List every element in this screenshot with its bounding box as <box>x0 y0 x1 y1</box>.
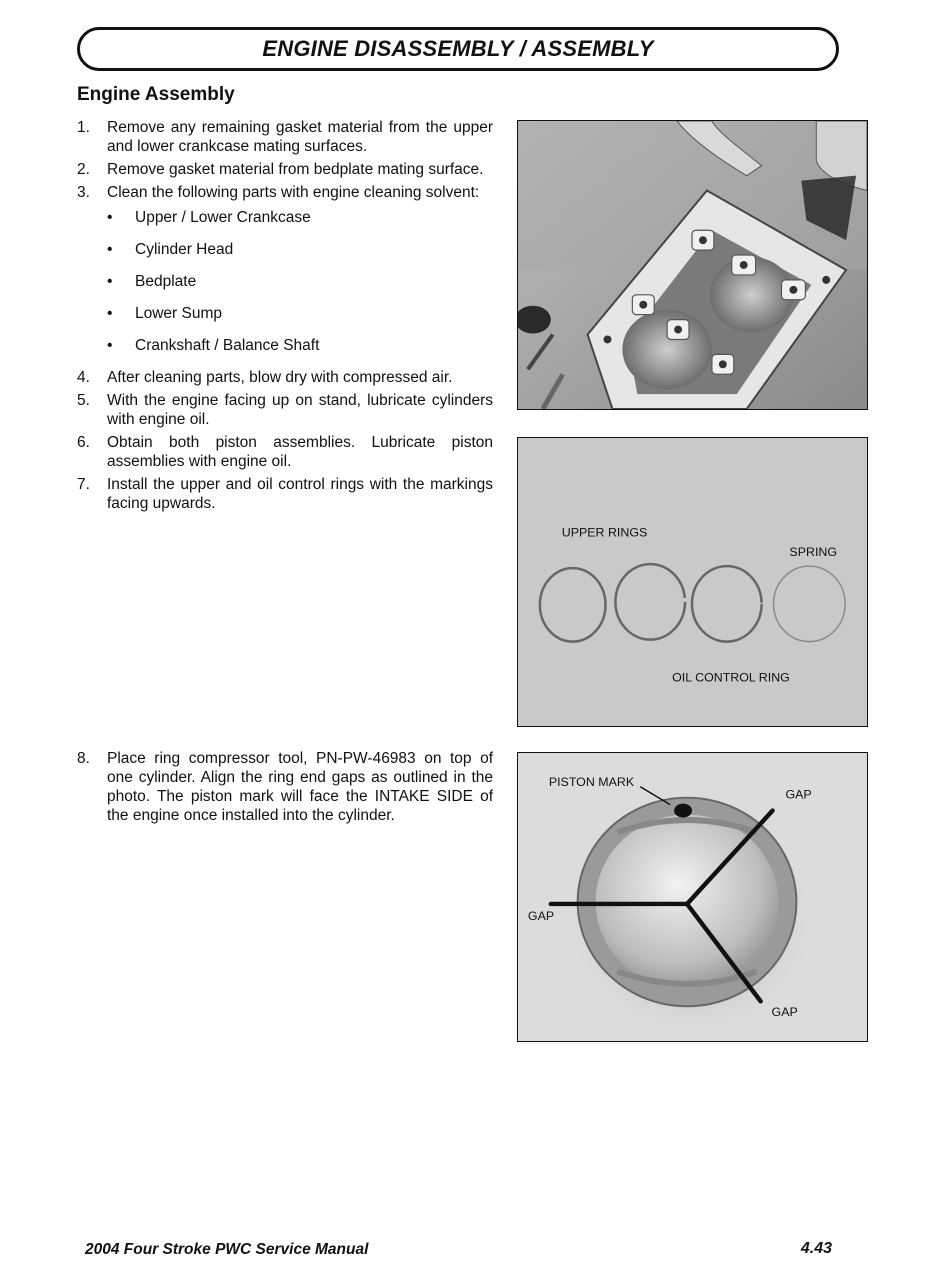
piston-rings-photo <box>517 437 868 727</box>
step-1: 1. Remove any remaining gasket material from the upper and lower crankcase mating surfaces. <box>77 119 493 155</box>
upper-rings-label: UPPER RINGS <box>561 525 648 540</box>
crankcase-photo <box>517 120 868 410</box>
step-6: 6. Obtain both piston assemblies. Lubricate piston assemblies with engine oil. <box>77 434 493 470</box>
list-item: • Crankshaft / Balance Shaft <box>107 337 320 354</box>
piston-gap-photo <box>517 752 868 1042</box>
list-item: • Upper / Lower Crankcase <box>107 209 311 226</box>
gap-left-label: GAP <box>527 908 555 923</box>
footer-manual-title: 2004 Four Stroke PWC Service Manual <box>85 1241 369 1258</box>
oil-control-ring-label: OIL CONTROL RING <box>672 670 790 685</box>
gap-bottom-label: GAP <box>771 1005 798 1020</box>
step-7: 7. Install the upper and oil control rings with the markings facing upwards. <box>77 476 493 512</box>
parts-to-clean-list <box>107 208 493 355</box>
page-title: ENGINE DISASSEMBLY / ASSEMBLY <box>262 36 654 61</box>
step-5: 5. With the engine facing up on stand, lubricate cylinders with engine oil. <box>77 392 493 428</box>
gap-top-label: GAP <box>785 787 812 802</box>
step-8: 8. Place ring compressor tool, PN-PW-46983 on top of one cylinder. Align the ring end gaps as outlined in the photo. The piston mark will face the INTAKE SIDE of the engine once installed into the cylinder. <box>77 750 493 824</box>
list-item: • Bedplate <box>107 273 197 290</box>
steps-list-a <box>77 118 493 517</box>
step-2: 2. Remove gasket material from bedplate mating surface. <box>77 161 484 178</box>
steps-list-b <box>77 749 493 829</box>
step-4: 4. After cleaning parts, blow dry with compressed air. <box>77 369 453 386</box>
piston-mark-label: PISTON MARK <box>548 774 635 789</box>
section-title: Engine Assembly <box>77 84 235 105</box>
footer-page-number: 4.43 <box>800 1240 832 1257</box>
page-header <box>77 27 839 71</box>
spring-label: SPRING <box>789 545 838 560</box>
list-item: • Lower Sump <box>107 305 223 322</box>
list-item: • Cylinder Head <box>107 241 234 258</box>
step-3: 3. Clean the following parts with engine cleaning solvent: • Upper / Lower Crankcase • Cylinder Head • Bedplate • Lower Sump • Crankshaft / Balance Shaft <box>77 183 493 355</box>
